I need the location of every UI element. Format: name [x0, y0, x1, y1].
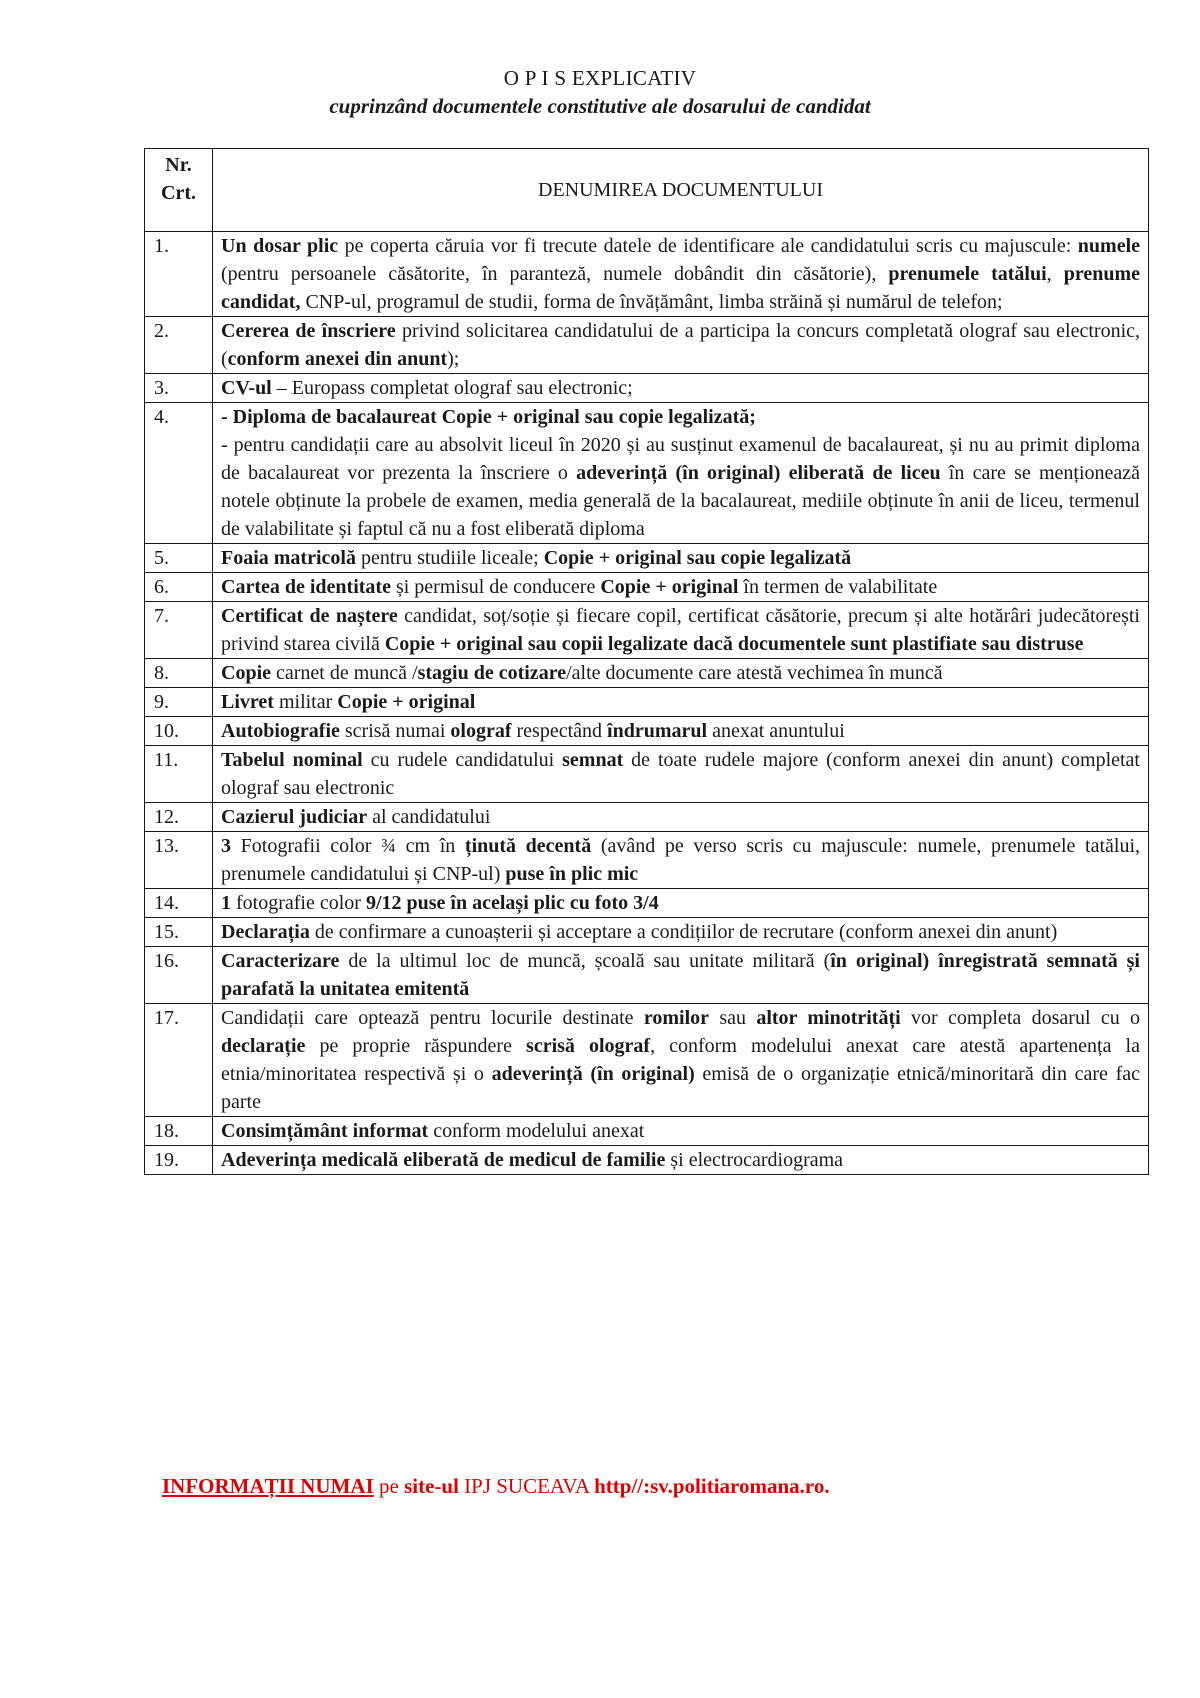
table-row — [145, 1004, 1149, 1117]
bold-text: Cererea de înscriere — [221, 320, 396, 342]
bold-text: Autobiografie — [221, 720, 340, 742]
text: candidat, soț/soție și fiecare copil, certificat căsătorie, precum și alte hotărâri judecătorești privind starea civilă — [221, 605, 1140, 655]
text: de confirmare a cunoașterii și acceptare a condițiilor de recrutare (conform anexei din anunt) — [309, 921, 1058, 943]
text: și electrocardiograma — [665, 1149, 844, 1171]
bold-text: Un dosar plic — [221, 235, 339, 257]
text: , conform modelului anexat care atestă apartenența la etnia/minoritatea respectivă și o — [221, 1035, 1140, 1085]
text: în care se menționează notele obținute la probele de examen, media generală de la bacalaureat, mediile obținute în anii de liceu, termenul de valabilitate și faptul că nu a fost eliberată diploma — [221, 462, 1141, 540]
bold-text: Tabelul nominal — [221, 749, 363, 771]
row-document-description — [213, 1117, 1149, 1146]
bold-text: declarație — [221, 1035, 306, 1057]
row-document-description — [213, 746, 1149, 803]
row-number: 15. — [145, 918, 213, 947]
text: în termen de valabilitate — [738, 576, 938, 598]
bold-text: olograf — [450, 720, 512, 742]
bold-text: (în original) eliberată de liceu — [675, 462, 941, 484]
text: CNP-ul, programul de studii, forma de învățământ, limba străină și numărul de telefon; — [300, 291, 1003, 313]
bold-text: stagiu de cotizare — [417, 662, 567, 684]
bold-text: Caracterizare — [221, 950, 340, 972]
table-row — [145, 544, 1149, 573]
bold-text: Adeverința medicală eliberată de medicul de familie — [221, 1149, 666, 1171]
bold-text: Copie + original sau copii legalizate dacă documentele sunt plastifiate sau distruse — [384, 633, 1084, 655]
document-subtitle: cuprinzând documentele constitutive ale dosarului de candidat — [329, 94, 871, 118]
text: pe proprie răspundere — [305, 1035, 527, 1057]
text: cu rudele candidatului — [362, 749, 563, 771]
bold-text: Copie + original — [600, 576, 739, 598]
footer-note — [162, 1474, 830, 1499]
text: emisă de o organizație etnică/minoritară din care fac parte — [221, 1063, 1141, 1113]
header-nr-crt: Nr. Crt. — [145, 149, 213, 232]
text: ); — [447, 348, 460, 370]
row-number: 18. — [145, 1117, 213, 1146]
bold-text: numele — [1077, 235, 1140, 257]
table-row — [145, 832, 1149, 889]
bold-text: Copie — [221, 662, 271, 684]
text: privind solicitarea candidatului de a participa la concurs completată olograf sau electronic, ( — [221, 320, 1141, 370]
row-number: 13. — [145, 832, 213, 889]
footer-institution: IPJ SUCEAVA — [458, 1474, 595, 1498]
table-row — [145, 947, 1149, 1004]
row-number: 19. — [145, 1146, 213, 1175]
row-number: 9. — [145, 688, 213, 717]
row-number: 2. — [145, 317, 213, 374]
text: /alte documente care atestă vechimea în muncă — [566, 662, 943, 684]
row-document-description — [213, 403, 1149, 544]
row-number: 11. — [145, 746, 213, 803]
table-row — [145, 573, 1149, 602]
bold-text: Declarația — [221, 921, 310, 943]
text: conform modelului anexat — [428, 1120, 645, 1142]
row-number: 7. — [145, 602, 213, 659]
bold-text: adeverință — [576, 462, 668, 484]
text: de toate rudele majore (conform anexei din anunt) completat olograf sau electronic — [221, 749, 1140, 799]
row-document-description — [213, 803, 1149, 832]
text: de la ultimul loc de muncă, școală sau unitate militară ( — [339, 950, 831, 972]
table-row — [145, 374, 1149, 403]
row-number: 8. — [145, 659, 213, 688]
row-document-description — [213, 1004, 1149, 1117]
text: carnet de muncă / — [271, 662, 418, 684]
bold-text: Certificat de naștere — [221, 605, 398, 627]
row-number: 12. — [145, 803, 213, 832]
row-document-description — [213, 317, 1149, 374]
bold-text: conform anexei din anunt — [227, 348, 448, 370]
text: fotografie color — [231, 892, 366, 914]
bold-text: în original) înregistrată semnată și parafată la unitatea emitentă — [221, 950, 1140, 1000]
text: (având pe verso scris cu majuscule: numele, prenumele tatălui, prenumele candidatului și CNP-ul) — [221, 835, 1140, 885]
bold-text: Copie + original sau copie legalizată — [543, 547, 852, 569]
row-number: 1. — [145, 232, 213, 317]
bold-text: Cartea de identitate — [221, 576, 391, 598]
header-document-name: DENUMIREA DOCUMENTULUI — [213, 149, 1149, 232]
bold-text: îndrumarul — [607, 720, 708, 742]
bold-text: - Diploma de bacalaureat Copie + original sau copie legalizată; — [221, 406, 756, 428]
text: respectând — [511, 720, 608, 742]
row-document-description — [213, 688, 1149, 717]
table-row — [145, 803, 1149, 832]
text: militar — [273, 691, 338, 713]
row-document-description — [213, 659, 1149, 688]
text: pentru studiile liceale; — [355, 547, 544, 569]
table-header-row — [145, 149, 1149, 232]
row-document-description — [213, 947, 1149, 1004]
table-row — [145, 1117, 1149, 1146]
table-row — [145, 403, 1149, 544]
row-document-description — [213, 832, 1149, 889]
table-row — [145, 746, 1149, 803]
table-row — [145, 889, 1149, 918]
text: anexat anuntului — [707, 720, 845, 742]
row-number: 3. — [145, 374, 213, 403]
text: pe coperta căruia vor fi trecute datele de identificare ale candidatului scris cu majuscule: — [338, 235, 1078, 257]
row-number: 17. — [145, 1004, 213, 1117]
row-document-description — [213, 602, 1149, 659]
table-row — [145, 1146, 1149, 1175]
table-row — [145, 659, 1149, 688]
bold-text: Foaia matricolă — [221, 547, 356, 569]
bold-text: romilor — [643, 1007, 710, 1029]
row-document-description — [213, 1146, 1149, 1175]
text: și permisul de conducere — [390, 576, 601, 598]
bold-text: prenume candidat, — [221, 263, 1141, 313]
footer-url[interactable]: http//:sv.politiaromana.ro. — [594, 1474, 830, 1498]
bold-text: puse în plic mic — [505, 863, 639, 885]
table-row — [145, 918, 1149, 947]
row-document-description — [213, 889, 1149, 918]
document-title: O P I S EXPLICATIV — [503, 66, 697, 90]
text: al candidatului — [367, 806, 491, 828]
row-document-description — [213, 544, 1149, 573]
bold-text: Consimțământ informat — [221, 1120, 429, 1142]
text: Candidații care optează pentru locurile destinate — [221, 1007, 644, 1029]
bold-text: Copie + original — [337, 691, 476, 713]
row-number: 5. — [145, 544, 213, 573]
row-number: 10. — [145, 717, 213, 746]
footer-connector: pe — [373, 1474, 405, 1498]
text: sau — [709, 1007, 757, 1029]
text: Fotografii color ¾ cm în — [231, 835, 465, 857]
text: - pentru candidații care au absolvit liceul în 2020 și au susținut examenul de bacalaureat, și nu au primit diploma de bacalaureat vor prezenta la înscriere o — [221, 434, 1140, 484]
row-document-description — [213, 573, 1149, 602]
bold-text: scrisă olograf — [526, 1035, 651, 1057]
table-row — [145, 602, 1149, 659]
text: , — [1046, 263, 1064, 285]
row-number: 6. — [145, 573, 213, 602]
row-document-description — [213, 717, 1149, 746]
bold-text: 9/12 puse în același plic cu foto 3/4 — [365, 892, 659, 914]
row-number: 16. — [145, 947, 213, 1004]
bold-text: prenumele tatălui — [888, 263, 1047, 285]
bold-text: altor minotrități — [756, 1007, 901, 1029]
footer-info-label: INFORMAȚII NUMAI — [162, 1474, 374, 1498]
table-row — [145, 717, 1149, 746]
row-document-description — [213, 918, 1149, 947]
row-number: 14. — [145, 889, 213, 918]
table-body — [145, 232, 1149, 1175]
table-row — [145, 688, 1149, 717]
bold-text: 1 — [221, 892, 231, 914]
bold-text: CV-ul — [221, 377, 272, 399]
footer-site-label: site-ul — [404, 1474, 459, 1498]
row-number: 4. — [145, 403, 213, 544]
bold-text: Livret — [221, 691, 274, 713]
bold-text: 3 — [221, 835, 231, 857]
table-row — [145, 232, 1149, 317]
bold-text: semnat — [562, 749, 624, 771]
documents-table — [144, 148, 1149, 1175]
row-document-description — [213, 232, 1149, 317]
text: – Europass completat olograf sau electronic; — [271, 377, 633, 399]
table-row — [145, 317, 1149, 374]
bold-text: Cazierul judiciar — [221, 806, 368, 828]
bold-text: adeverință (în original) — [491, 1063, 695, 1085]
text: (pentru persoanele căsătorite, în paranteză, numele dobândit din căsătorie), — [221, 263, 889, 285]
text: vor completa dosarul cu o — [900, 1007, 1141, 1029]
text: scrisă numai — [339, 720, 451, 742]
row-document-description — [213, 374, 1149, 403]
bold-text: ținută decentă — [464, 835, 592, 857]
